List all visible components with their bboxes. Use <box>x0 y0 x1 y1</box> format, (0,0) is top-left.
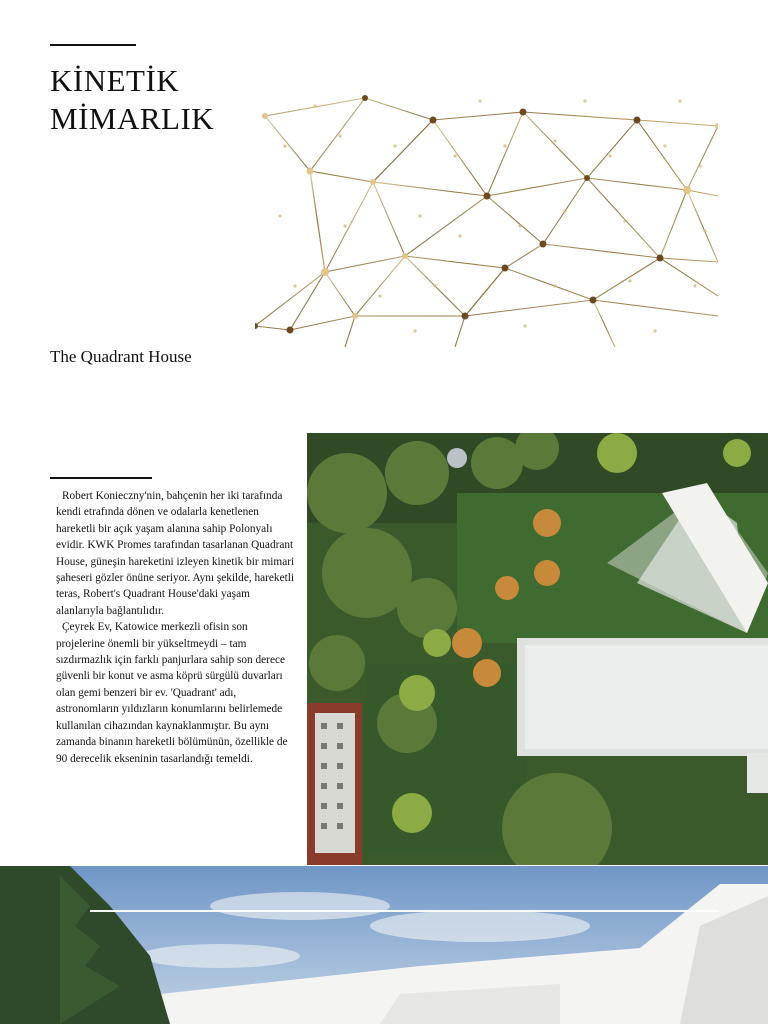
title-line-1: KİNETİK <box>50 63 180 98</box>
section-subtitle: The Quadrant House <box>50 347 192 366</box>
aerial-photo-graphic <box>307 433 768 865</box>
page-title <box>50 62 214 138</box>
article-paragraph-2: Çeyrek Ev, Katowice merkezli ofisin son projelerine önemli bir yükseltmeydi – tam sızdırmazlık için farklı panjurlara sahip son derece güvenli bir konut ve asma köprü sürgülü duvarları olan gemi benzeri bir ev. 'Quadrant' adı, astronomların yıldızların konumlarını belirlemede kullanılan cihazından kaynaklanmıştır. Bu aynı zamanda binanın hareketli bölümünün, özellikle de 90 derecelik ekseninin tasarlandığı temeldi. <box>56 621 288 765</box>
house-facade-photo <box>0 866 768 1024</box>
aerial-house-photo <box>307 433 768 865</box>
article-rule <box>50 477 152 479</box>
title-line-2: MİMARLIK <box>50 101 215 136</box>
article-body <box>56 488 296 767</box>
facade-photo-graphic <box>0 866 768 1024</box>
geometric-network-image <box>255 86 718 347</box>
article-paragraph-1: Robert Konieczny'nin, bahçenin her iki tarafında kendi etrafında dönen ve odalarla kenetlenen hareketli bir açık yaşam alanına sahip Polonyalı evidir. KWK Promes tarafından tasarlanan Quadrant House, güneşin hareketini izleyen kinetik bir mimari şaheseri gözler önüne seriyor. Aynı şekilde, hareketli teras, Robert's Quadrant House'daki yaşam alanlarıyla bağlantılıdır. <box>56 490 295 617</box>
title-rule <box>50 44 136 46</box>
facade-divider-line <box>90 910 718 912</box>
network-graphic <box>255 86 718 347</box>
